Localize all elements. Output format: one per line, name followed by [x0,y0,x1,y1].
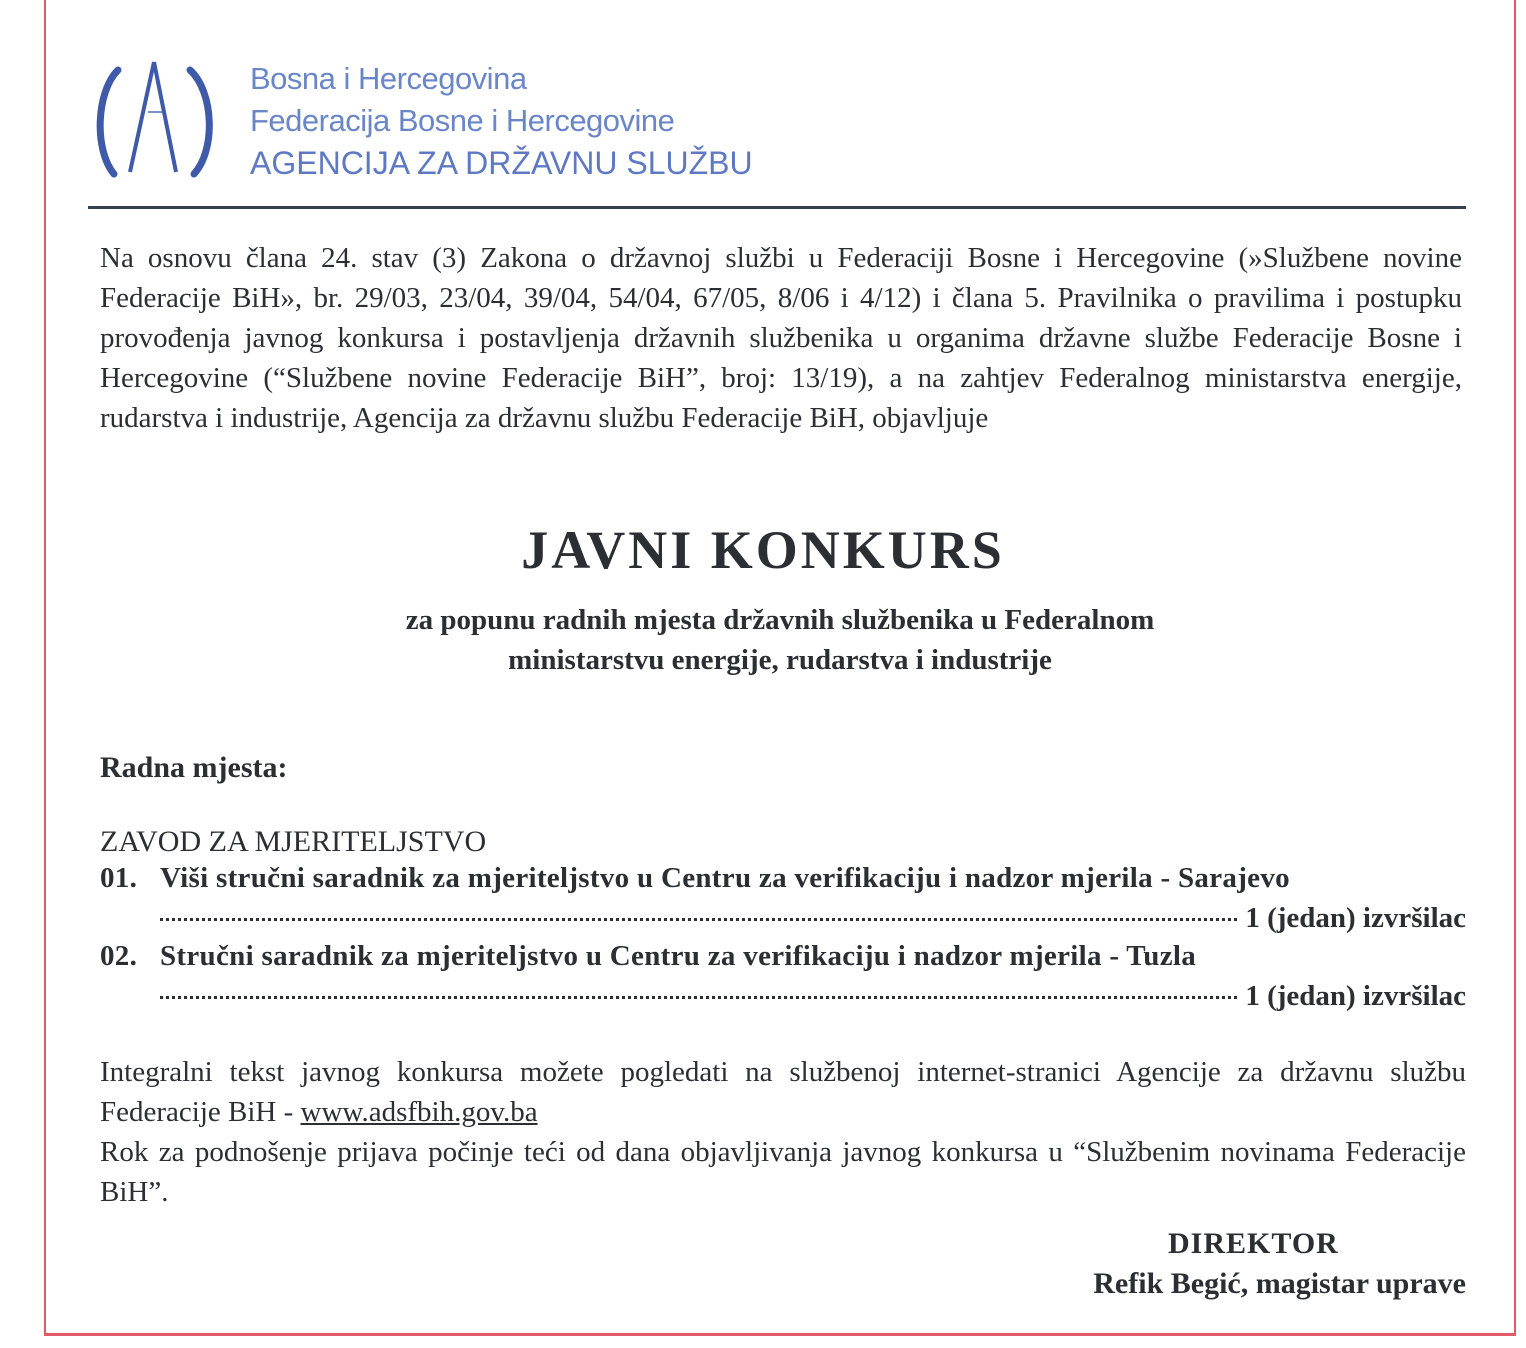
section-heading: ZAVOD ZA MJERITELJSTVO [100,825,487,858]
position-count: 1 (jedan) izvršilac [1245,902,1466,934]
document-title: JAVNI KONKURS [521,520,1005,580]
closing-paragraph-1: Integralni tekst javnog konkursa možete pogledati na službenoj internet-stranici Agencije za državnu službu Federacije BiH - www.adsfbih.gov.ba [100,1056,1466,1128]
signature-name: Refik Begić, magistar uprave [1093,1267,1466,1300]
position-title: Stručni saradnik za mjeriteljstvo u Centru za verifikaciju i nadzor mjerila - Tuzla [160,940,1197,972]
closing-paragraph-2: Rok za podnošenje prijava počinje teći od dana objavljivanja javnog konkursa u “Službenim novinama Federacije BiH”. [100,1136,1466,1208]
intro-paragraph: Na osnovu člana 24. stav (3) Zakona o državnoj službi u Federaciji Bosne i Hercegovine (»Službene novine Federacije BiH», br. 29/03, 23/04, 39/04, 54/04, 67/05, 8/06 i 4/12) i člana 5. Pravilnika o pravilima i postupku provođenja javnog konkursa i postavljenja državnih službenika u organima državne službe Federacije Bosne i Hercegovine (“Službene novine Federacije BiH”, broj: 13/19), a na zahtjev Federalnog ministarstva energije, rudarstva i industrije, Agencija za državnu službu Federacije BiH, objavljuje [100,242,1462,434]
header-divider [88,206,1466,209]
position-item [100,936,1466,1016]
position-item [100,858,1466,938]
agency-logo-icon [90,52,225,187]
subtitle-line-2: ministarstvu energije, rudarstva i industrije [508,644,1052,676]
agency-website-link[interactable]: www.adsfbih.gov.ba [300,1096,538,1128]
header-federation: Federacija Bosne i Hercegovine [250,103,675,138]
closing-text [100,1052,1466,1212]
position-count: 1 (jedan) izvršilac [1245,980,1466,1012]
header-agency: AGENCIJA ZA DRŽAVNU SLUŽBU [250,145,753,181]
subtitle-line-1: za popunu radnih mjesta državnih službenika u Federalnom [405,604,1155,636]
position-number: 01. [100,862,138,894]
dot-leader [160,996,1237,999]
positions-heading: Radna mjesta: [100,751,288,784]
agency-name [250,58,753,184]
agency-header [90,52,1470,212]
dot-leader [160,918,1237,921]
position-number: 02. [100,940,138,972]
signature-title: DIREKTOR [1168,1227,1339,1260]
header-country: Bosna i Hercegovina [250,61,527,96]
document-subtitle [330,600,1230,680]
position-title: Viši stručni saradnik za mjeriteljstvo u Centru za verifikaciju i nadzor mjerila - Sarajevo [160,862,1290,894]
